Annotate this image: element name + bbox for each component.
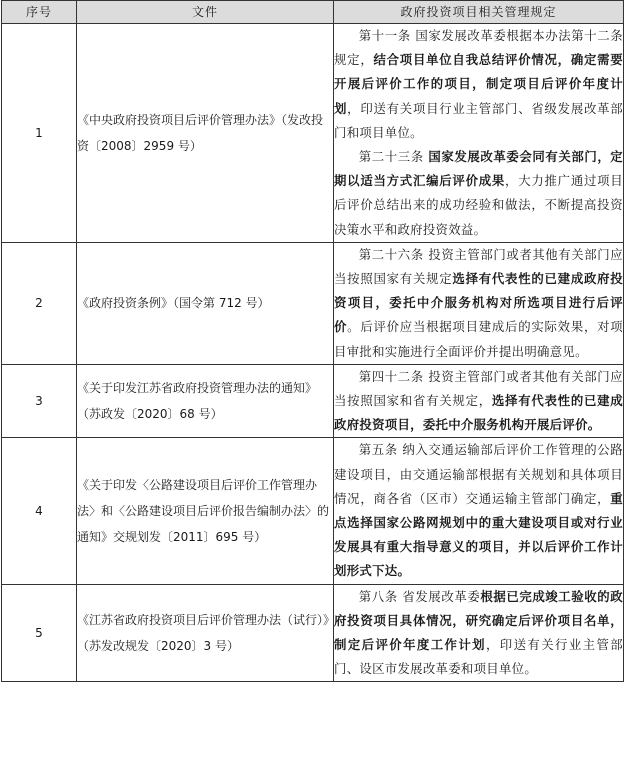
emphasized-text: 选择有代表性的已建成政府投资项目，委托中介服务机构开展后评价。 bbox=[334, 393, 623, 433]
regulation-paragraph bbox=[334, 365, 623, 438]
row-regulation-text bbox=[334, 242, 624, 364]
emphasized-text: 重点选择国家公路网规划中的重大建设项目或对行业发展具有重大指导意义的项目，并以后评价工作计划形式下达。 bbox=[334, 490, 623, 579]
row-document-title: 《政府投资条例》（国令第 712 号） bbox=[77, 242, 334, 364]
regulation-paragraph bbox=[334, 243, 623, 364]
emphasized-text: 选择有代表性的已建成政府投资项目，委托中介服务机构对所选项目进行后评价 bbox=[334, 271, 623, 335]
table-row bbox=[2, 584, 624, 682]
regulation-text-segment: 第四十二条 投资主管部门或者其他有关部门应当按照国家和省有关规定， bbox=[334, 368, 623, 409]
table-header-row bbox=[2, 1, 624, 24]
row-serial-number: 2 bbox=[2, 242, 77, 364]
row-serial-number: 5 bbox=[2, 584, 77, 682]
emphasized-text: 国家发展改革委会同有关部门，定期以适当方式汇编后评价成果 bbox=[334, 149, 624, 189]
regulation-text-segment: ，印送有关行业主管部门、设区市发展改革委和项目单位。 bbox=[334, 637, 623, 677]
header-serial-number: 序号 bbox=[2, 1, 77, 24]
regulation-text-segment: ，印送有关项目行业主管部门、省级发展改革部门和项目单位。 bbox=[334, 100, 623, 140]
table-row bbox=[2, 242, 624, 364]
row-regulation-text bbox=[334, 24, 624, 243]
regulation-paragraph bbox=[334, 145, 623, 242]
regulation-paragraph bbox=[334, 24, 623, 145]
regulation-text-segment: ，大力推广通过项目后评价总结出来的成功经验和做法，不断提高投资决策水平和政府投资效益。 bbox=[334, 173, 623, 237]
regulation-text-segment: 第八条 省发展改革委 bbox=[358, 588, 481, 604]
row-serial-number: 4 bbox=[2, 438, 77, 584]
header-regulations: 政府投资项目相关管理规定 bbox=[334, 1, 624, 24]
row-document-title: 《江苏省政府投资项目后评价管理办法（试行）》（苏发改规发〔2020〕3 号） bbox=[77, 584, 334, 682]
row-regulation-text bbox=[334, 438, 624, 584]
row-regulation-text bbox=[334, 584, 624, 682]
row-serial-number: 1 bbox=[2, 24, 77, 243]
regulation-text-segment: 第二十六条 投资主管部门或者其他有关部门应当按照国家有关规定 bbox=[334, 246, 623, 287]
table-row bbox=[2, 364, 624, 438]
table-row bbox=[2, 24, 624, 243]
regulation-text-segment: 。后评价应当根据项目建成后的实际效果，对项目审批和实施进行全面评价并提出明确意见。 bbox=[334, 319, 623, 359]
regulation-text-segment: 第五条 纳入交通运输部后评价工作管理的公路建设项目，由交通运输部根据有关规划和具体项目情况，商各省（区市）交通运输主管部门确定， bbox=[334, 442, 623, 506]
table-row bbox=[2, 438, 624, 584]
row-serial-number: 3 bbox=[2, 364, 77, 438]
header-document: 文件 bbox=[77, 1, 334, 24]
row-regulation-text bbox=[334, 364, 624, 438]
row-document-title: 《关于印发〈公路建设项目后评价工作管理办法〉和〈公路建设项目后评价报告编制办法〉的通知》交规划发〔2011〕695 号） bbox=[77, 438, 334, 584]
regulation-paragraph bbox=[334, 438, 623, 583]
emphasized-text: 根据已完成竣工验收的政府投资项目具体情况，研究确定后评价项目名单，制定后评价年度工作计划 bbox=[334, 588, 623, 653]
regulation-paragraph bbox=[334, 585, 623, 682]
regulations-table bbox=[1, 0, 624, 682]
row-document-title: 《中央政府投资项目后评价管理办法》（发改投资〔2008〕2959 号） bbox=[77, 24, 334, 243]
row-document-title: 《关于印发江苏省政府投资管理办法的通知》（苏政发〔2020〕68 号） bbox=[77, 364, 334, 438]
regulation-text-segment: 第二十三条 bbox=[358, 149, 429, 165]
emphasized-text: 结合项目单位自我总结评价情况，确定需要开展后评价工作的项目，制定项目后评价年度计划 bbox=[334, 52, 624, 116]
regulation-text-segment: 第十一条 国家发展改革委根据本办法第十二条规定， bbox=[334, 28, 623, 68]
